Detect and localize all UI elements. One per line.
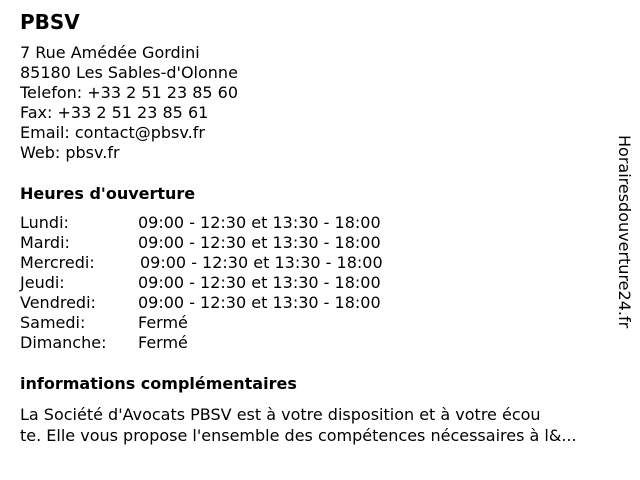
opening-hours-table	[20, 213, 440, 353]
additional-info-heading: informations complémentaires	[20, 374, 297, 393]
day-hours: 09:00 - 12:30 et 13:30 - 18:00	[138, 293, 381, 312]
day-label: Lundi:	[20, 213, 69, 232]
hours-row-saturday	[20, 313, 440, 333]
email-address: Email: contact@pbsv.fr	[20, 123, 205, 142]
day-label: Vendredi:	[20, 293, 96, 312]
hours-row-friday	[20, 293, 440, 313]
hours-row-tuesday	[20, 233, 440, 253]
company-description	[20, 404, 620, 446]
company-name: PBSV	[20, 10, 80, 34]
hours-row-wednesday	[20, 253, 440, 273]
day-hours: 09:00 - 12:30 et 13:30 - 18:00	[138, 213, 381, 232]
description-line: te. Elle vous propose l'ensemble des compétences nécessaires à l&...	[20, 426, 577, 445]
day-label: Jeudi:	[20, 273, 65, 292]
fax-number: Fax: +33 2 51 23 85 61	[20, 103, 209, 122]
day-hours: Fermé	[138, 333, 188, 352]
day-label: Samedi:	[20, 313, 86, 332]
address-street: 7 Rue Amédée Gordini	[20, 43, 200, 62]
day-label: Mardi:	[20, 233, 70, 252]
day-hours: 09:00 - 12:30 et 13:30 - 18:00	[138, 273, 381, 292]
contact-details	[20, 43, 238, 163]
address-city: 85180 Les Sables-d'Olonne	[20, 63, 238, 82]
day-hours: 09:00 - 12:30 et 13:30 - 18:00	[138, 233, 381, 252]
day-hours: Fermé	[138, 313, 188, 332]
hours-row-sunday	[20, 333, 440, 353]
hours-row-thursday	[20, 273, 440, 293]
day-label: Dimanche:	[20, 333, 107, 352]
site-watermark: Horairesdouverture24.fr	[615, 135, 634, 329]
phone-number: Telefon: +33 2 51 23 85 60	[20, 83, 239, 102]
day-hours: 09:00 - 12:30 et 13:30 - 18:00	[140, 253, 383, 272]
website: Web: pbsv.fr	[20, 143, 120, 162]
hours-row-monday	[20, 213, 440, 233]
description-line: La Société d'Avocats PBSV est à votre disposition et à votre écou	[20, 405, 541, 424]
opening-hours-heading: Heures d'ouverture	[20, 184, 196, 203]
day-label: Mercredi:	[20, 253, 95, 272]
